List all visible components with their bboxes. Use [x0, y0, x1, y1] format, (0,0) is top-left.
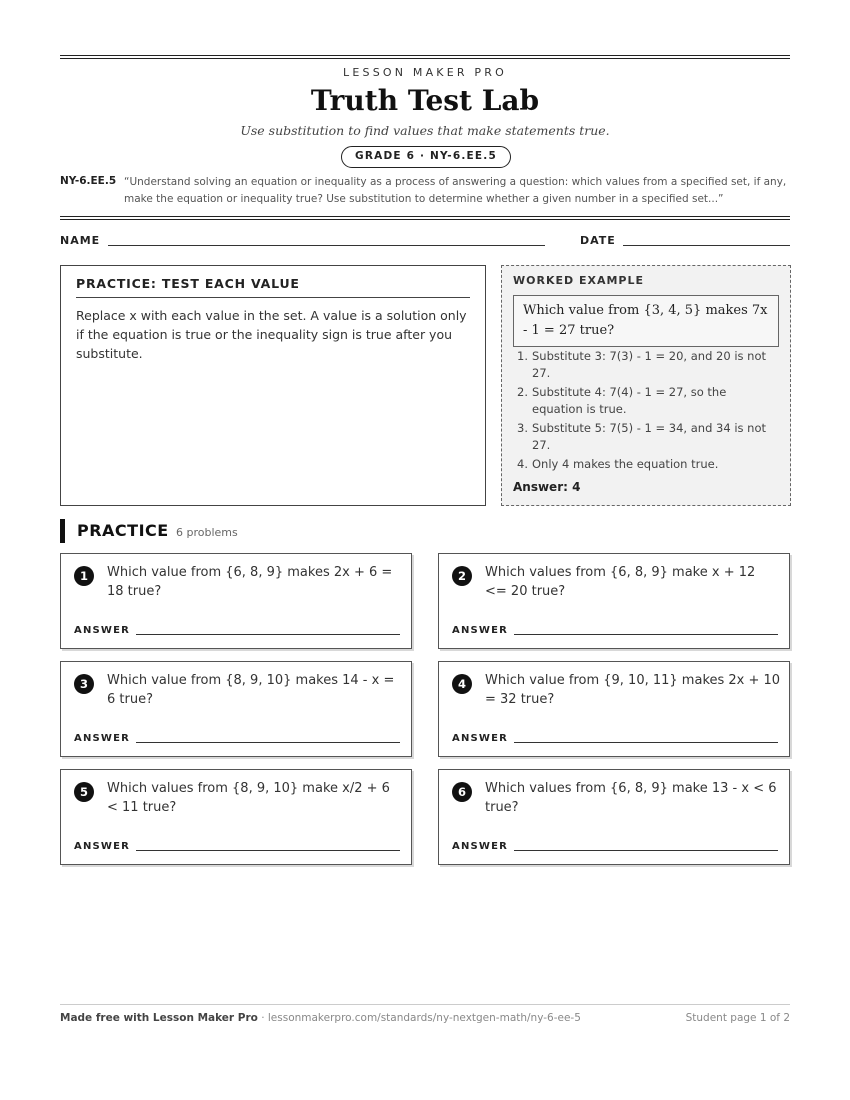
problem-card-3	[60, 661, 412, 757]
answer-label: ANSWER	[74, 625, 131, 636]
footer-rule	[60, 1004, 790, 1005]
problem-number-badge: 2	[452, 566, 472, 586]
problem-card-4	[438, 661, 790, 757]
answer-label: ANSWER	[452, 625, 509, 636]
name-label: NAME	[60, 234, 101, 247]
answer-field[interactable]	[514, 742, 778, 743]
header-bottom-rule	[60, 216, 790, 217]
problem-card-1	[60, 553, 412, 649]
brand-name: LESSON MAKER PRO	[343, 66, 507, 79]
standard-description: “Understand solving an equation or inequality as a process of answering a question: which values from a specified set, if any, make the equation or inequality true? Use substitution to determine whether a given number in a specified set...”	[124, 176, 787, 205]
answer-label: ANSWER	[452, 733, 509, 744]
top-rule-inner	[60, 58, 790, 59]
standard-code: NY-6.EE.5	[60, 175, 117, 187]
problem-card-6	[438, 769, 790, 865]
page-subtitle: Use substitution to find values that make statements true.	[240, 123, 610, 138]
answer-label: ANSWER	[74, 733, 131, 744]
grade-standard-badge: GRADE 6 · NY-6.EE.5	[341, 146, 511, 168]
problem-question: Which value from {6, 8, 9} makes 2x + 6 = 18 true?	[107, 565, 393, 599]
footer-credit	[60, 1012, 581, 1024]
problem-number-badge: 1	[74, 566, 94, 586]
problem-question: Which value from {8, 9, 10} makes 14 - x = 6 true?	[107, 673, 395, 707]
worked-example-step: 3. Substitute 5: 7(5) - 1 = 34, and 34 is not 27.	[517, 421, 766, 452]
footer-made-by: Made free with Lesson Maker Pro	[60, 1012, 258, 1024]
problem-number-badge: 3	[74, 674, 94, 694]
worked-example-answer: Answer: 4	[513, 480, 581, 494]
answer-field[interactable]	[136, 634, 400, 635]
problem-question: Which values from {6, 8, 9} make x + 12 <= 20 true?	[485, 565, 756, 599]
page-title: Truth Test Lab	[310, 84, 540, 117]
practice-instructions-text: Replace x with each value in the set. A value is a solution only if the equation is true or the inequality sign is true after you substitute.	[76, 308, 467, 361]
answer-label: ANSWER	[452, 841, 509, 852]
date-field[interactable]	[623, 245, 790, 246]
answer-label: ANSWER	[74, 841, 131, 852]
worked-example-step: 4. Only 4 makes the equation true.	[517, 457, 719, 471]
section-problem-count: 6 problems	[176, 526, 238, 539]
worked-example-question: Which value from {3, 4, 5} makes 7x - 1 = 27 true?	[513, 295, 779, 347]
worked-example-step: 2. Substitute 4: 7(4) - 1 = 27, so the equation is true.	[517, 385, 727, 416]
problem-number-badge: 6	[452, 782, 472, 802]
worked-example-steps	[515, 348, 780, 475]
problem-question: Which values from {8, 9, 10} make x/2 + 6 < 11 true?	[107, 781, 390, 815]
answer-field[interactable]	[514, 634, 778, 635]
footer-url[interactable]: · lessonmakerpro.com/standards/ny-nextgen-math/ny-6-ee-5	[257, 1012, 581, 1024]
worked-example-title: WORKED EXAMPLE	[513, 274, 644, 287]
problem-number-badge: 5	[74, 782, 94, 802]
worked-example-box	[501, 265, 791, 506]
worked-example-step: 1. Substitute 3: 7(3) - 1 = 20, and 20 is not 27.	[517, 349, 766, 380]
problem-card-5	[60, 769, 412, 865]
header-bottom-rule-inner	[60, 219, 790, 220]
problem-question: Which value from {9, 10, 11} makes 2x + 10 = 32 true?	[485, 673, 781, 707]
problem-question: Which values from {6, 8, 9} make 13 - x < 6 true?	[485, 781, 777, 815]
date-label: DATE	[580, 234, 616, 247]
problem-number-badge: 4	[452, 674, 472, 694]
section-accent-bar	[60, 519, 65, 543]
answer-field[interactable]	[514, 850, 778, 851]
top-rule	[60, 55, 790, 56]
name-field[interactable]	[108, 245, 545, 246]
section-title: PRACTICE	[77, 521, 169, 540]
answer-field[interactable]	[136, 850, 400, 851]
problem-card-2	[438, 553, 790, 649]
answer-field[interactable]	[136, 742, 400, 743]
footer-page-number: Student page 1 of 2	[685, 1012, 790, 1024]
practice-instructions-title: PRACTICE: TEST EACH VALUE	[76, 276, 470, 298]
practice-instructions-box	[60, 265, 486, 506]
